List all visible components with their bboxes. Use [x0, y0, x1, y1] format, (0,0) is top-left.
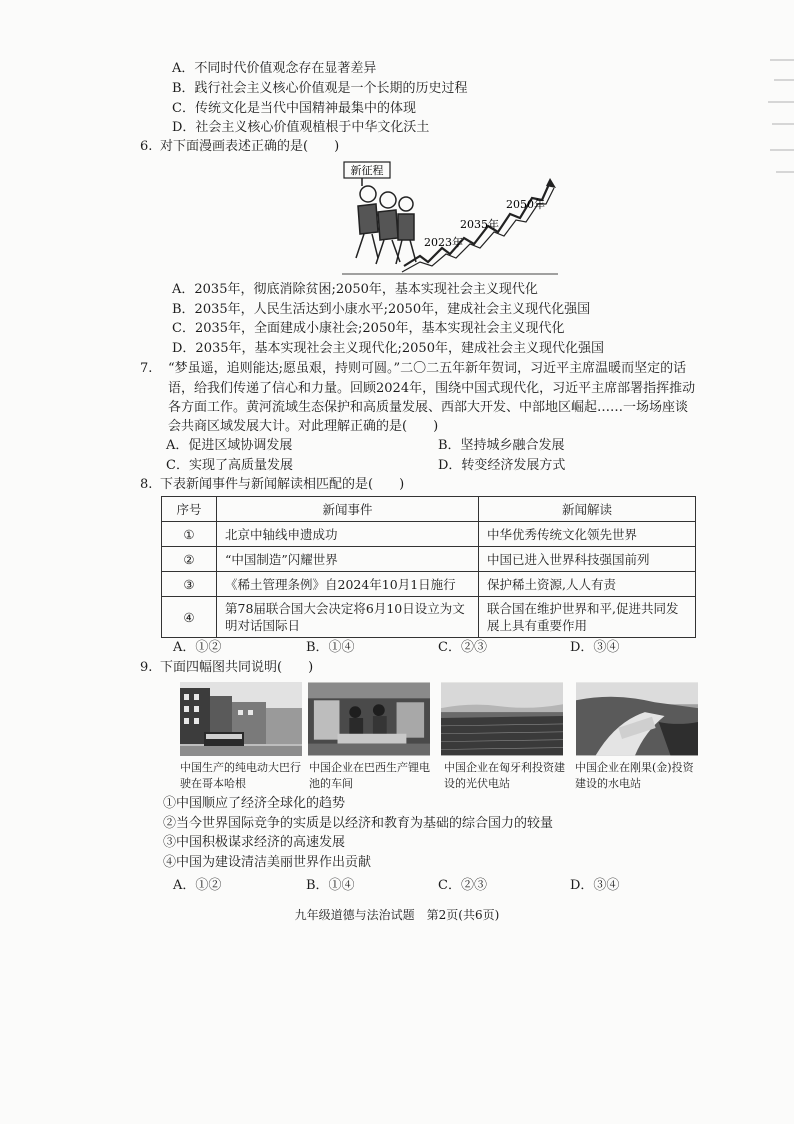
row-event: 第78届联合国大会决定将6月10日设立为文明对话国际日: [217, 597, 479, 638]
q9-stem: 下面四幅图共同说明( ): [160, 660, 314, 675]
caption-electric-bus: 中国生产的纯电动大巴行驶在哥本哈根: [180, 761, 301, 790]
q9-option-d: D．③④: [570, 878, 620, 893]
q7-option-b: B．坚持城乡融合发展: [438, 438, 565, 453]
row-num: ②: [162, 547, 217, 572]
q5-option-c: C．传统文化是当代中国精神最集中的体现: [172, 101, 416, 116]
q6-number: 6.: [140, 139, 153, 154]
q8-number: 8.: [140, 477, 153, 492]
q7-line-4: 会共商区域发展大计。对此理解正确的是( ): [168, 419, 439, 434]
cartoon-step-2035: 2035年: [460, 218, 499, 231]
q7-line-3: 各方面工作。黄河流域生态保护和高质量发展、西部大开发、中部地区崛起……一场场座谈: [168, 400, 689, 415]
q7-line-2: 语，给我们传递了信心和力量。回顾2024年，围绕中国式现代化，习近平主席部署指挥推动: [168, 381, 696, 396]
photo-solar-station: [441, 682, 563, 756]
cartoon-sign: 新征程: [350, 164, 384, 177]
row-event: 《稀土管理条例》自2024年10月1日施行: [217, 572, 479, 597]
q5-option-b: B．践行社会主义核心价值观是一个长期的历史过程: [172, 81, 468, 96]
row-note: 保护稀土资源,人人有责: [479, 572, 696, 597]
table-row: [162, 522, 696, 547]
row-num: ④: [162, 597, 217, 638]
q7-option-c: C．实现了高质量发展: [166, 458, 293, 473]
q6-option-c: C．2035年，全面建成小康社会;2050年，基本实现社会主义现代化: [172, 321, 565, 336]
q9-option-a: A．①②: [173, 878, 222, 893]
scan-bleed-mark: [766, 50, 794, 190]
q7-option-a: A．促进区域协调发展: [166, 438, 293, 453]
q8-option-b: B．①④: [306, 640, 355, 655]
q8-option-d: D．③④: [570, 640, 620, 655]
q9-statement-3: ③中国积极谋求经济的高速发展: [163, 835, 346, 850]
caption-solar-station: 中国企业在匈牙利投资建设的光伏电站: [444, 761, 565, 790]
q6-stem: 对下面漫画表述正确的是( ): [160, 139, 340, 154]
row-note: 中华优秀传统文化领先世界: [479, 522, 696, 547]
q8-stem: 下表新闻事件与新闻解读相匹配的是( ): [160, 477, 405, 492]
q5-option-a: A．不同时代价值观念存在显著差异: [172, 61, 377, 76]
header-note: 新闻解读: [479, 497, 696, 522]
row-note: 联合国在维护世界和平,促进共同发展上具有重要作用: [479, 597, 696, 638]
q6-option-d: D．2035年，基本实现社会主义现代化;2050年，建成社会主义现代化强国: [172, 341, 604, 356]
q9-option-b: B．①④: [306, 878, 355, 893]
q9-statement-2: ②当今世界国际竞争的实质是以经济和教育为基础的综合国力的较量: [163, 816, 554, 831]
q8-option-a: A．①②: [173, 640, 222, 655]
q7-line-1: “梦虽遥，追则能达;愿虽艰，持则可圆。”二〇二五年新年贺词，习近平主席温暖而坚定的话: [168, 361, 687, 376]
header-num: 序号: [162, 497, 217, 522]
row-note: 中国已进入世界科技强国前列: [479, 547, 696, 572]
q6-option-b: B．2035年，人民生活达到小康水平;2050年，建成社会主义现代化强国: [172, 302, 591, 317]
q6-cartoon: [342, 160, 558, 278]
header-event: 新闻事件: [217, 497, 479, 522]
table-row: [162, 572, 696, 597]
cartoon-step-2050: 2050年: [506, 198, 545, 211]
row-event: 北京中轴线申遗成功: [217, 522, 479, 547]
caption-battery-workshop: 中国企业在巴西生产锂电池的车间: [309, 761, 430, 790]
news-table: [161, 496, 696, 638]
photo-electric-bus: [180, 682, 302, 756]
q8-option-c: C．②③: [438, 640, 487, 655]
q9-statement-4: ④中国为建设清洁美丽世界作出贡献: [163, 855, 372, 870]
cartoon-step-2023: 2023年: [424, 236, 463, 249]
table-header-row: [162, 497, 696, 522]
row-num: ①: [162, 522, 217, 547]
row-num: ③: [162, 572, 217, 597]
table-row: [162, 597, 696, 638]
photo-battery-workshop: [308, 682, 430, 756]
row-event: “中国制造”闪耀世界: [217, 547, 479, 572]
q9-statement-1: ①中国顺应了经济全球化的趋势: [163, 796, 346, 811]
q7-option-d: D．转变经济发展方式: [438, 458, 566, 473]
table-row: [162, 547, 696, 572]
caption-hydropower-station: 中国企业在刚果(金)投资建设的水电站: [575, 761, 694, 790]
q9-option-c: C．②③: [438, 878, 487, 893]
page-footer: 九年级道德与法治试题 第2页(共6页): [294, 908, 500, 922]
photo-hydropower-station: [576, 682, 698, 756]
q7-number: 7.: [140, 361, 153, 376]
q9-number: 9.: [140, 660, 153, 675]
q5-option-d: D．社会主义核心价值观植根于中华文化沃土: [172, 120, 430, 135]
q6-option-a: A．2035年，彻底消除贫困;2050年，基本实现社会主义现代化: [172, 282, 538, 297]
